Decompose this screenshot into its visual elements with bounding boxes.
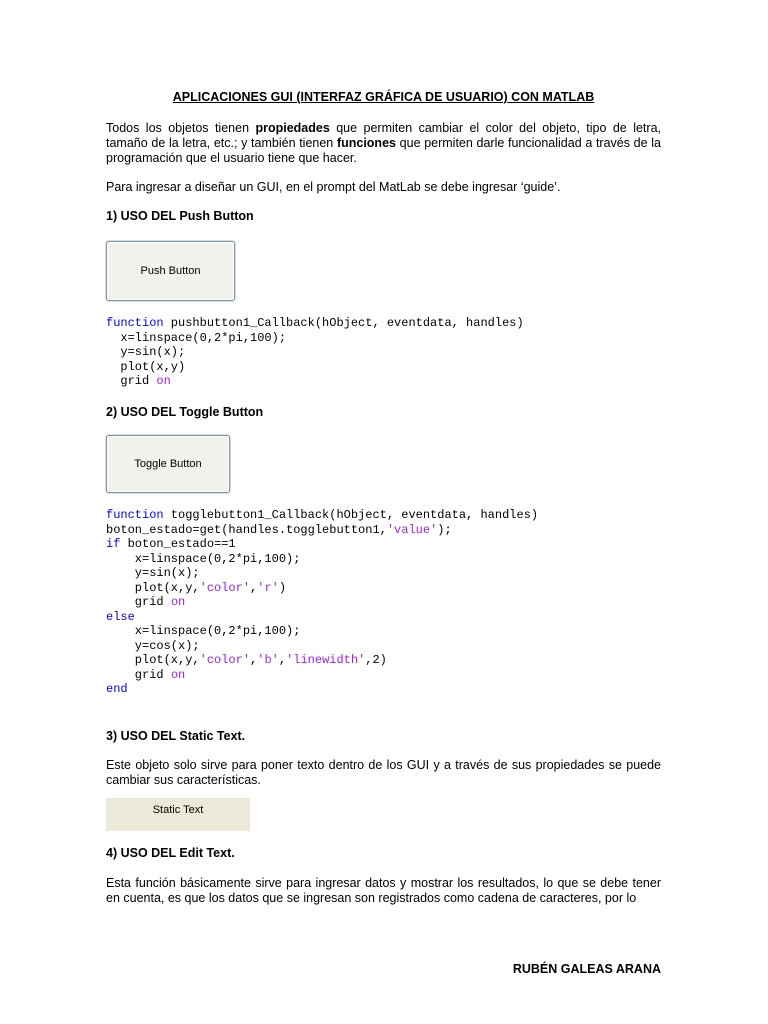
code-text: , [250,653,258,667]
push-button-widget[interactable]: Push Button [106,241,235,301]
code-text: ) [278,580,287,595]
section-4-heading: 4) USO DEL Edit Text. [106,846,235,860]
code-keyword: end [106,682,128,696]
code-text: x=linspace(0,2*pi,100); [106,624,301,638]
code-text: y=cos(x); [106,638,200,653]
toggle-button-widget[interactable]: Toggle Button [106,435,230,493]
code-string: on [156,374,171,388]
code-text: ); [437,522,452,537]
code-string: on [170,667,186,682]
static-text-widget: Static Text [106,798,250,831]
code-text: boton_estado=get(handles.togglebutton1, [106,522,387,537]
section-3-heading: 3) USO DEL Static Text. [106,729,246,743]
section-1-heading: 1) USO DEL Push Button [106,209,254,223]
code-keyword: if [106,537,121,551]
code-keyword: function [106,508,164,522]
code-text: ,2) [365,653,387,667]
code-text: grid [106,667,171,682]
section-2-heading: 2) USO DEL Toggle Button [106,405,264,419]
code-text: togglebutton1_Callback(hObject, eventdata, handles) [163,508,539,522]
intro-text: que permiten cambiar el color del objeto, tipo de letra, tamaño de la letra, etc.; y también tienen [106,121,661,150]
code-string: 'value' [386,522,438,537]
intro-paragraph-2: Para ingresar a diseñar un GUI, en el prompt del MatLab se debe ingresar ‘guide’. [106,180,561,194]
intro-text: que permiten darle funcionalidad a través de la programación que el usuario tiene que hacer. [106,136,661,165]
code-string: 'color' [199,653,251,667]
code-string: 'linewidth' [286,653,366,667]
author-name: RUBÉN GALEAS ARANA [512,962,661,976]
code-string: 'b' [257,653,279,667]
code-text: x=linspace(0,2*pi,100); [106,330,287,345]
code-string: 'r' [257,580,279,595]
code-text: grid [106,374,157,388]
code-text: y=sin(x); [106,566,200,580]
code-string: 'color' [199,580,251,595]
section-2-code [106,508,538,697]
document-title: APLICACIONES GUI (INTERFAZ GRÁFICA DE USUARIO) CON MATLAB [172,90,595,104]
section-4-body: Esta función básicamente sirve para ingresar datos y mostrar los resultados, lo que se debe tener en cuenta, es que los datos que se ingresan son registrados como cadena de caracteres, por lo [106,876,661,905]
code-text: boton_estado==1 [120,537,236,551]
code-text: plot(x,y, [106,653,200,667]
code-keyword: else [106,609,135,624]
intro-paragraph-1 [106,121,661,166]
section-3-body: Este objeto solo sirve para poner texto dentro de los GUI y a través de sus propiedades se puede cambiar sus características. [106,758,661,787]
code-text: plot(x,y) [106,359,186,374]
code-text: , [278,653,287,667]
intro-bold-properties: propiedades [255,121,330,135]
intro-text: Todos los objetos tienen [106,121,256,135]
section-1-code [106,316,524,389]
code-text: grid [106,595,171,609]
code-text: , [250,580,258,595]
code-text: y=sin(x); [106,345,186,359]
code-text: plot(x,y, [106,580,200,595]
code-keyword: function [106,316,164,330]
code-text: pushbutton1_Callback(hObject, eventdata, handles) [163,316,524,330]
code-text: x=linspace(0,2*pi,100); [106,551,301,566]
code-string: on [170,595,186,609]
intro-bold-functions: funciones [336,136,396,150]
